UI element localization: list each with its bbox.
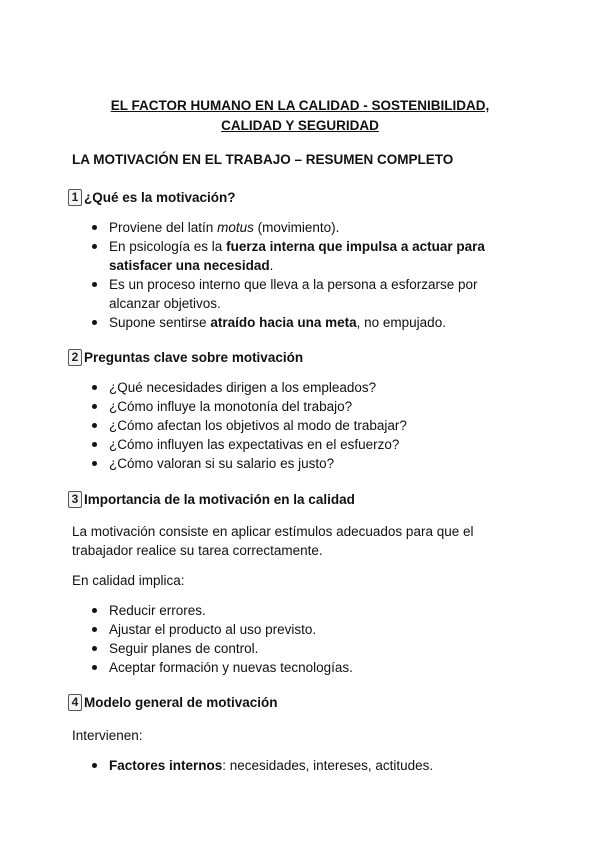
section-subtitle: LA MOTIVACIÓN EN EL TRABAJO – RESUMEN COMPLETO [72,152,454,167]
number-1-icon: 1 [68,189,82,206]
list-item: Proviene del latín motus (movimiento). [90,218,520,237]
list-item: ¿Qué necesidades dirigen a los empleados? [90,378,520,397]
section-3-intro: En calidad implica: [72,573,185,588]
number-3-icon: 3 [68,491,82,508]
list-item: Reducir errores. [90,601,520,620]
section-3-list [90,601,520,677]
section-3-paragraph: La motivación consiste en aplicar estímulos adecuados para que el trabajador realice su tarea correctamente. [72,524,474,558]
section-3-heading [68,491,355,508]
list-item: Factores internos: necesidades, intereses, actitudes. [90,756,520,775]
section-4-heading [68,694,278,711]
list-item: ¿Cómo influyen las expectativas en el esfuerzo? [90,435,520,454]
title-line-1: EL FACTOR HUMANO EN LA CALIDAD - SOSTENIBILIDAD, [110,98,490,113]
list-item: ¿Cómo influye la monotonía del trabajo? [90,397,520,416]
title-line-2: CALIDAD Y SEGURIDAD [221,118,379,133]
section-2-title: Preguntas clave sobre motivación [84,350,304,365]
list-item: Aceptar formación y nuevas tecnologías. [90,658,520,677]
section-2-heading [68,349,303,366]
section-3-title: Importancia de la motivación en la calidad [84,492,355,507]
list-item: ¿Cómo afectan los objetivos al modo de trabajar? [90,416,520,435]
list-item: En psicología es la fuerza interna que impulsa a actuar para satisfacer una necesidad. [90,237,520,275]
list-item: ¿Cómo valoran si su salario es justo? [90,454,520,473]
list-item: Es un proceso interno que lleva a la persona a esforzarse por alcanzar objetivos. [90,275,520,313]
section-2-list [90,378,520,473]
list-item: Supone sentirse atraído hacia una meta, no empujado. [90,313,520,332]
section-1-heading [68,189,236,206]
section-4-list [90,756,520,775]
list-item: Seguir planes de control. [90,639,520,658]
document-title [60,96,540,136]
number-4-icon: 4 [68,694,82,711]
number-2-icon: 2 [68,349,82,366]
list-item: Ajustar el producto al uso previsto. [90,620,520,639]
section-1-title: ¿Qué es la motivación? [84,190,236,205]
section-1-list [90,218,520,332]
section-4-title: Modelo general de motivación [84,695,278,710]
section-4-intro: Intervienen: [72,728,143,743]
